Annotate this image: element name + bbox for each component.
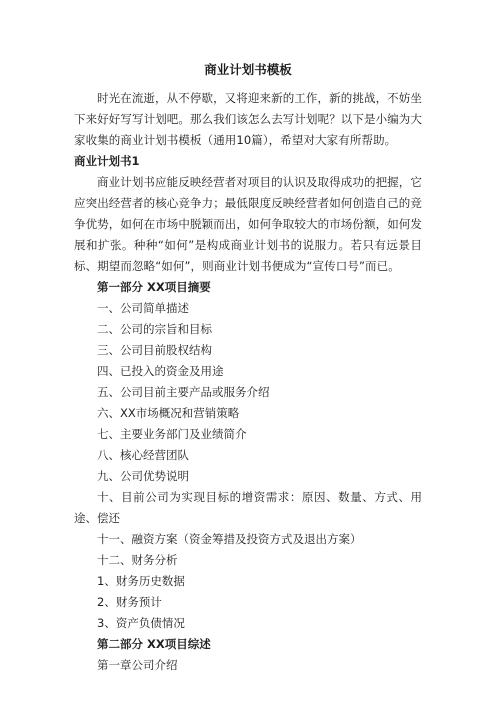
part1-item-10: 十、目前公司为实现目标的增资需求：原因、数量、方式、用途、偿还 <box>74 490 422 525</box>
finance-item-3: 3、资产负债情况 <box>97 616 185 630</box>
intro-paragraph: 时光在流逝，从不停歇，又将迎来新的工作，新的挑战，不妨坐下来好好写写计划吧。那么我们该怎么去写计划呢？以下是小编为大家收集的商业计划书模板（通用10篇），希望对大家有所帮助。 <box>74 91 422 147</box>
part1-item-3: 三、公司目前股权结构 <box>97 343 212 357</box>
part1-item-6: 六、XX市场概况和营销策略 <box>97 406 240 420</box>
part1-item-4: 四、已投入的资金及用途 <box>97 364 224 378</box>
part2-heading: 第二部分 XX项目综述 <box>97 637 211 651</box>
finance-item-1: 1、财务历史数据 <box>97 574 185 588</box>
part1-heading: 第一部分 XX项目摘要 <box>97 280 211 294</box>
section-heading: 商业计划书1 <box>74 154 140 168</box>
part1-item-9: 九、公司优势说明 <box>97 469 189 483</box>
part1-item-12: 十二、财务分析 <box>97 553 178 567</box>
section-paragraph: 商业计划书应能反映经营者对项目的认识及取得成功的把握，它应突出经营者的核心竞争力；最低限度反映经营者如何创造自己的竞争优势，如何在市场中脱颖而出，如何争取较大的市场份额，如何发展和扩张。种种“如何”是构成商业计划书的说服力。若只有远景目标、期望而忽略“如何”，则商业计划书便成为“宣传口号”而已。 <box>74 175 422 273</box>
part1-item-11: 十一、融资方案（资金筹措及投资方式及退出方案） <box>97 532 362 546</box>
part1-item-8: 八、核心经营团队 <box>97 448 189 462</box>
document-title: 商业计划书模板 <box>204 62 292 77</box>
part1-item-1: 一、公司简单描述 <box>97 301 189 315</box>
part1-item-7: 七、主要业务部门及业绩简介 <box>97 427 247 441</box>
finance-item-2: 2、财务预计 <box>97 595 162 609</box>
part1-item-5: 五、公司目前主要产品或服务介绍 <box>97 385 270 399</box>
chapter-1-heading: 第一章公司介绍 <box>97 658 178 672</box>
part1-item-2: 二、公司的宗旨和目标 <box>97 322 212 336</box>
